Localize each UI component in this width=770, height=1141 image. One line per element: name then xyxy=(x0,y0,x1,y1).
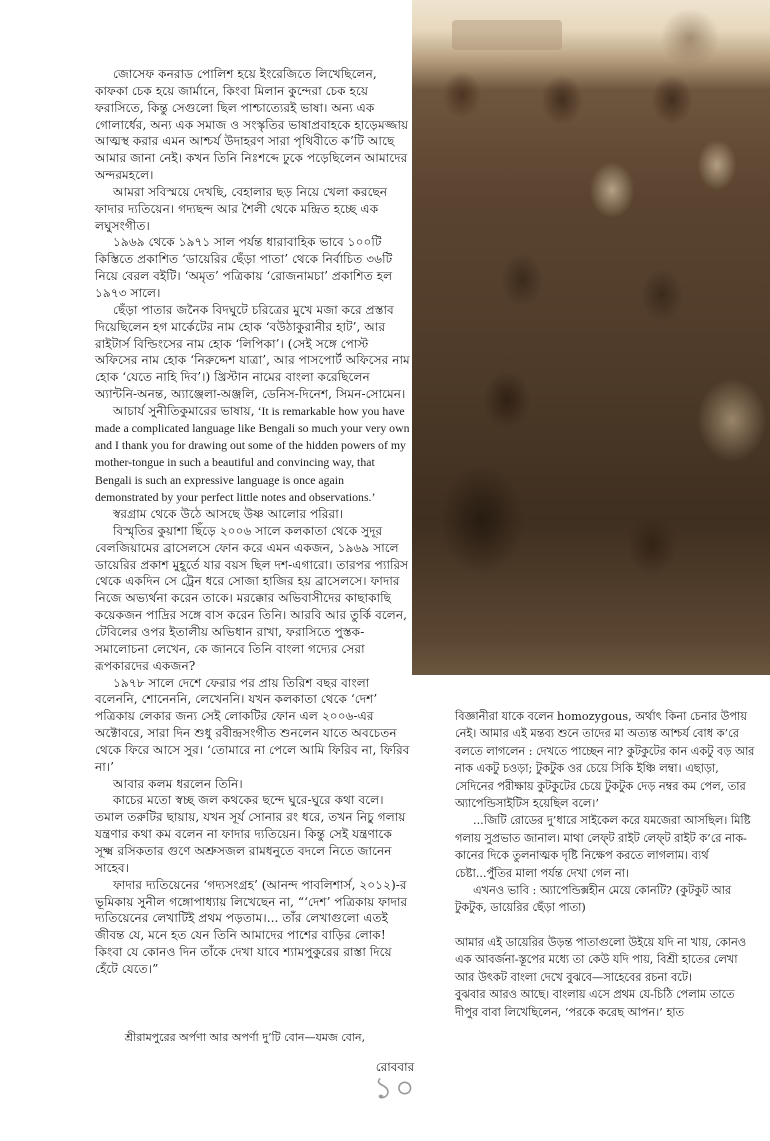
paragraph: ১৯৬৯ থেকে ১৯৭১ সাল পর্যন্ত ধারাবাহিক ভাবে ১০০টি কিস্তিতে প্রকাশিত ‘ডায়েরির ছেঁড়া পাতা’ থেকে নির্বাচিত ৩৬টি নিয়ে বেরল বইটি। ‘অমৃত’ পত্রিকায় ‘রোজনামচা’ প্রকাশিত হল ১৯৭৩ সালে। xyxy=(95,235,393,300)
paragraph: ফাদার দ্যতিয়েনের ‘গদ্যসংগ্রহ’ (আনন্দ পাবলিশার্স, ২০১২)-র ভূমিকায় সুনীল গঙ্গোপাধ্যায় লিখেছেন না, “‘দেশ’ পত্রিকায় ফাদার দ্যতিয়েনের লেখাটিই প্রথম পড়তাম।... তাঁর লেখাগুলো এতই জীবন্ত যে, মনে হত যেন তিনি আমাদের পাশের বাড়ির লোক! কিংবা যে কোনও দিন তাঁকে দেখা যাবে শ্যামপুকুরের রাস্তা দিয়ে হেঁটে যেতে।” xyxy=(95,877,408,976)
article-right-column xyxy=(455,708,760,1021)
paragraph: ছেঁড়া পাতার জনৈক বিদঘুটে চরিত্রের মুখে মজা করে প্রস্তাব দিয়েছিলেন হগ মার্কেটের নাম হোক ‘বউঠাকুরানীর হাট’, আর রাইটার্স বিল্ডিংসের নাম হোক ‘লিপিকা’। (সেই সঙ্গে পোস্ট অফিসের নাম হোক ‘নিরুদ্দেশ যাত্রা’, আর পাসপোর্ট অফিসের নাম হোক ‘যেতে নাহি দিব’।) খ্রিস্টান নামের বাংলা করেছিলেন অ্যান্টনি-অনন্ত, অ্যাঞ্জেলা-অঞ্জলি, ডেনিস-দিনেশ, সিমন-সোমেন। xyxy=(95,302,410,402)
excerpt-paragraph: বুঝবার আরও আছে। বাংলায় এসে প্রথম যে-চিঠি পেলাম তাতে দীপুর বাবা লিখেছিলেন, ‘পরকে করেছ আপন।’ হাত xyxy=(455,988,735,1019)
section-name: রোববার xyxy=(375,1060,415,1074)
paragraph: ১৯৭৮ সালে দেশে ফেরার পর প্রায় তিরিশ বছর বাংলা বলেননি, শোনেননি, লেখেননি। যখন কলকাতা থেকে ‘দেশ’ পত্রিকায় লেকার জন্য সেই লোকটির ফোন এল ২০০৬-এর অক্টোবরে, সারা দিন শুধু রবীন্দ্রসংগীত শুনলেন যাতে অবচেতন থেকে ফিরে আসে সুর। ‘তোমারে না পেলে আমি ফিরিব না, ফিরিব না।’ xyxy=(95,675,410,774)
quote-intro: আচার্য সুনীতিকুমারের ভাষায়, xyxy=(113,403,255,418)
photo-building-roof xyxy=(452,20,562,50)
article-left-column xyxy=(95,66,410,978)
page-folio xyxy=(360,1060,430,1104)
english-quote: ‘It is remarkable how you have made a complicated language like Bengali so much your very own and I thank you for drawing out some of the hidden powers of my mother-tongue in such a beautiful and convincing way, that Bengali is such an expressive language is once again demonstrated by your perfect little notes and observations.’ xyxy=(95,403,410,504)
excerpt-paragraph: আমার এই ডায়েরির উড়ন্ত পাতাগুলো উইয়ে যদি না খায়, কোনও এক আবর্জনা-স্তূপের মধ্যে তা কেউ যদি পায়, বিশ্রী হাতের লেখা আর উৎকট বাংলা দেখে বুঝবে—সাহেবের রচনা বটে। xyxy=(455,935,747,984)
excerpt-paragraph: এখনও ভাবি : অ্যাপেন্ডিক্সহীন মেয়ে কোনটি? (কুটকুট আর টুকটুক, ডায়েরির ছেঁড়া পাতা) xyxy=(455,884,732,915)
paragraph: স্বরগ্রাম থেকে উঠে আসছে উষ্ণ আলোর পরিরা। xyxy=(113,507,344,522)
page-number: ১০ xyxy=(373,1071,417,1106)
paragraph: বিস্মৃতির কুয়াশা ছিঁড়ে ২০০৬ সালে কলকাতা থেকে সুদূর বেলজিয়ামের ব্রাসেলসে ফোন করে এমন একজন, ১৯৬৯ সালে ডায়েরির প্রকাশ মুহূর্তে যার বয়স ছিল দশ-এগারো। তারপর প্যারিস থেকে একদিন সে ট্রেন ধরে সোজা হাজির হয় ব্রাসেলসে। ফাদার নিজে অভ্যর্থনা করেন তাকে। মরক্কোর অভিবাসীদের কাছাকাছি কয়েকজন পাদ্রির সঙ্গে বাস করেন তিনি। আরবি আর তুর্কি বলেন, টেবিলের ওপর ইতালীয় অভিধান রাখা, ফরাসিতে পুস্তক-সমালোচনা লেখেন, কে জানবে তিনি বাংলা গদ্যের সেরা রূপকারদের একজন? xyxy=(95,523,409,673)
excerpt-paragraph: ...জিটি রোডের দু’ধারে সাইকেল করে যমজেরা আসছিল। মিষ্টি গলায় সুপ্রভাত জানাল। মাথা লেফ্‌ট রাইট লেফ্‌ট রাইট ক’রে নাক-কানের দিকে তুলনাত্মক দৃষ্টি নিক্ষেপ করতে লাগলাম। ব্যর্থ চেষ্টা...পুঁতির মালা পর্যন্ত দেখা গেল না। xyxy=(455,814,751,880)
excerpt-caption: শ্রীরামপুরের অর্পণা আর অপর্ণা দু’টি বোন—যমজ বোন, xyxy=(124,1031,366,1044)
photo-palm-tree xyxy=(660,8,720,68)
paragraph: জোসেফ কনরাড পোলিশ হয়ে ইংরেজিতে লিখেছিলেন, কাফকা চেক হয়ে জার্মানে, কিংবা মিলান কুন্দেরা চেক হয়ে ফরাসিতে, কিন্তু সেগুলো ছিল পাশ্চাত্যেরই ভাষা। অন্য এক গোলার্ধের, অন্য এক সমাজ ও সংস্কৃতির ভাষাপ্রবাহকে হাড়েমজ্জায় আত্মস্থ করার এমন আশ্চর্য উদাহরণ সারা পৃথিবীতে ক’টি আছে আমার জানা নেই। কখন তিনি নিঃশব্দে ঢুকে পড়েছিলেন আমাদের অন্দরমহলে। xyxy=(95,67,409,183)
paragraph: আমরা সবিস্ময়ে দেখছি, বেহালার ছড় নিয়ে খেলা করছেন ফাদার দ্যতিয়েন। গদ্যছন্দ আর শৈলী থেকে মন্দ্রিত হচ্ছে এক লঘুসংগীত। xyxy=(95,184,388,233)
sepia-group-photo xyxy=(412,0,770,675)
paragraph: কাচের মতো স্বচ্ছ জল কথকের ছন্দে ঘুরে-ঘুরে কথা বলে। তমাল তরুটির ছায়ায়, যখন সূর্য সোনার রং ধরে, তখন নিচু গলায় যন্ত্রণার কথা কম বলেন না ফাদার দ্যতিয়েন। কিন্তু সেই যন্ত্রণাকে সূক্ষ্ম রসিকতার গুণে অশ্রুসজল রামধনুতে বদলে নিতে জানেন সাহেব। xyxy=(95,793,406,875)
quote-paragraph xyxy=(95,403,410,506)
paragraph: আবার কলম ধরলেন তিনি। xyxy=(113,776,243,791)
spacer xyxy=(455,917,760,934)
excerpt-paragraph: বিজ্ঞানীরা যাকে বলেন homozygous, অর্থাৎ কিনা চেনার উপায় নেই। আমার এই মন্তব্য শুনে তাদের মা অত্যন্ত আশ্চর্য বোধ ক’রে বলতে লাগলেন : দেখতে পাচ্ছেন না? কুটকুটের কান একটু বড় আর নাক একটু চওড়া; টুকটুক ওর চেয়ে সিকি ইঞ্চি লম্বা। এছাড়া, সেদিনের পরীক্ষায় কুটকুটের চেয়ে টুকটুক দেড় নম্বর কম পেল, তার অ্যাপেন্ডিসাইটিস হয়েছিল বলে।’ xyxy=(455,710,755,811)
